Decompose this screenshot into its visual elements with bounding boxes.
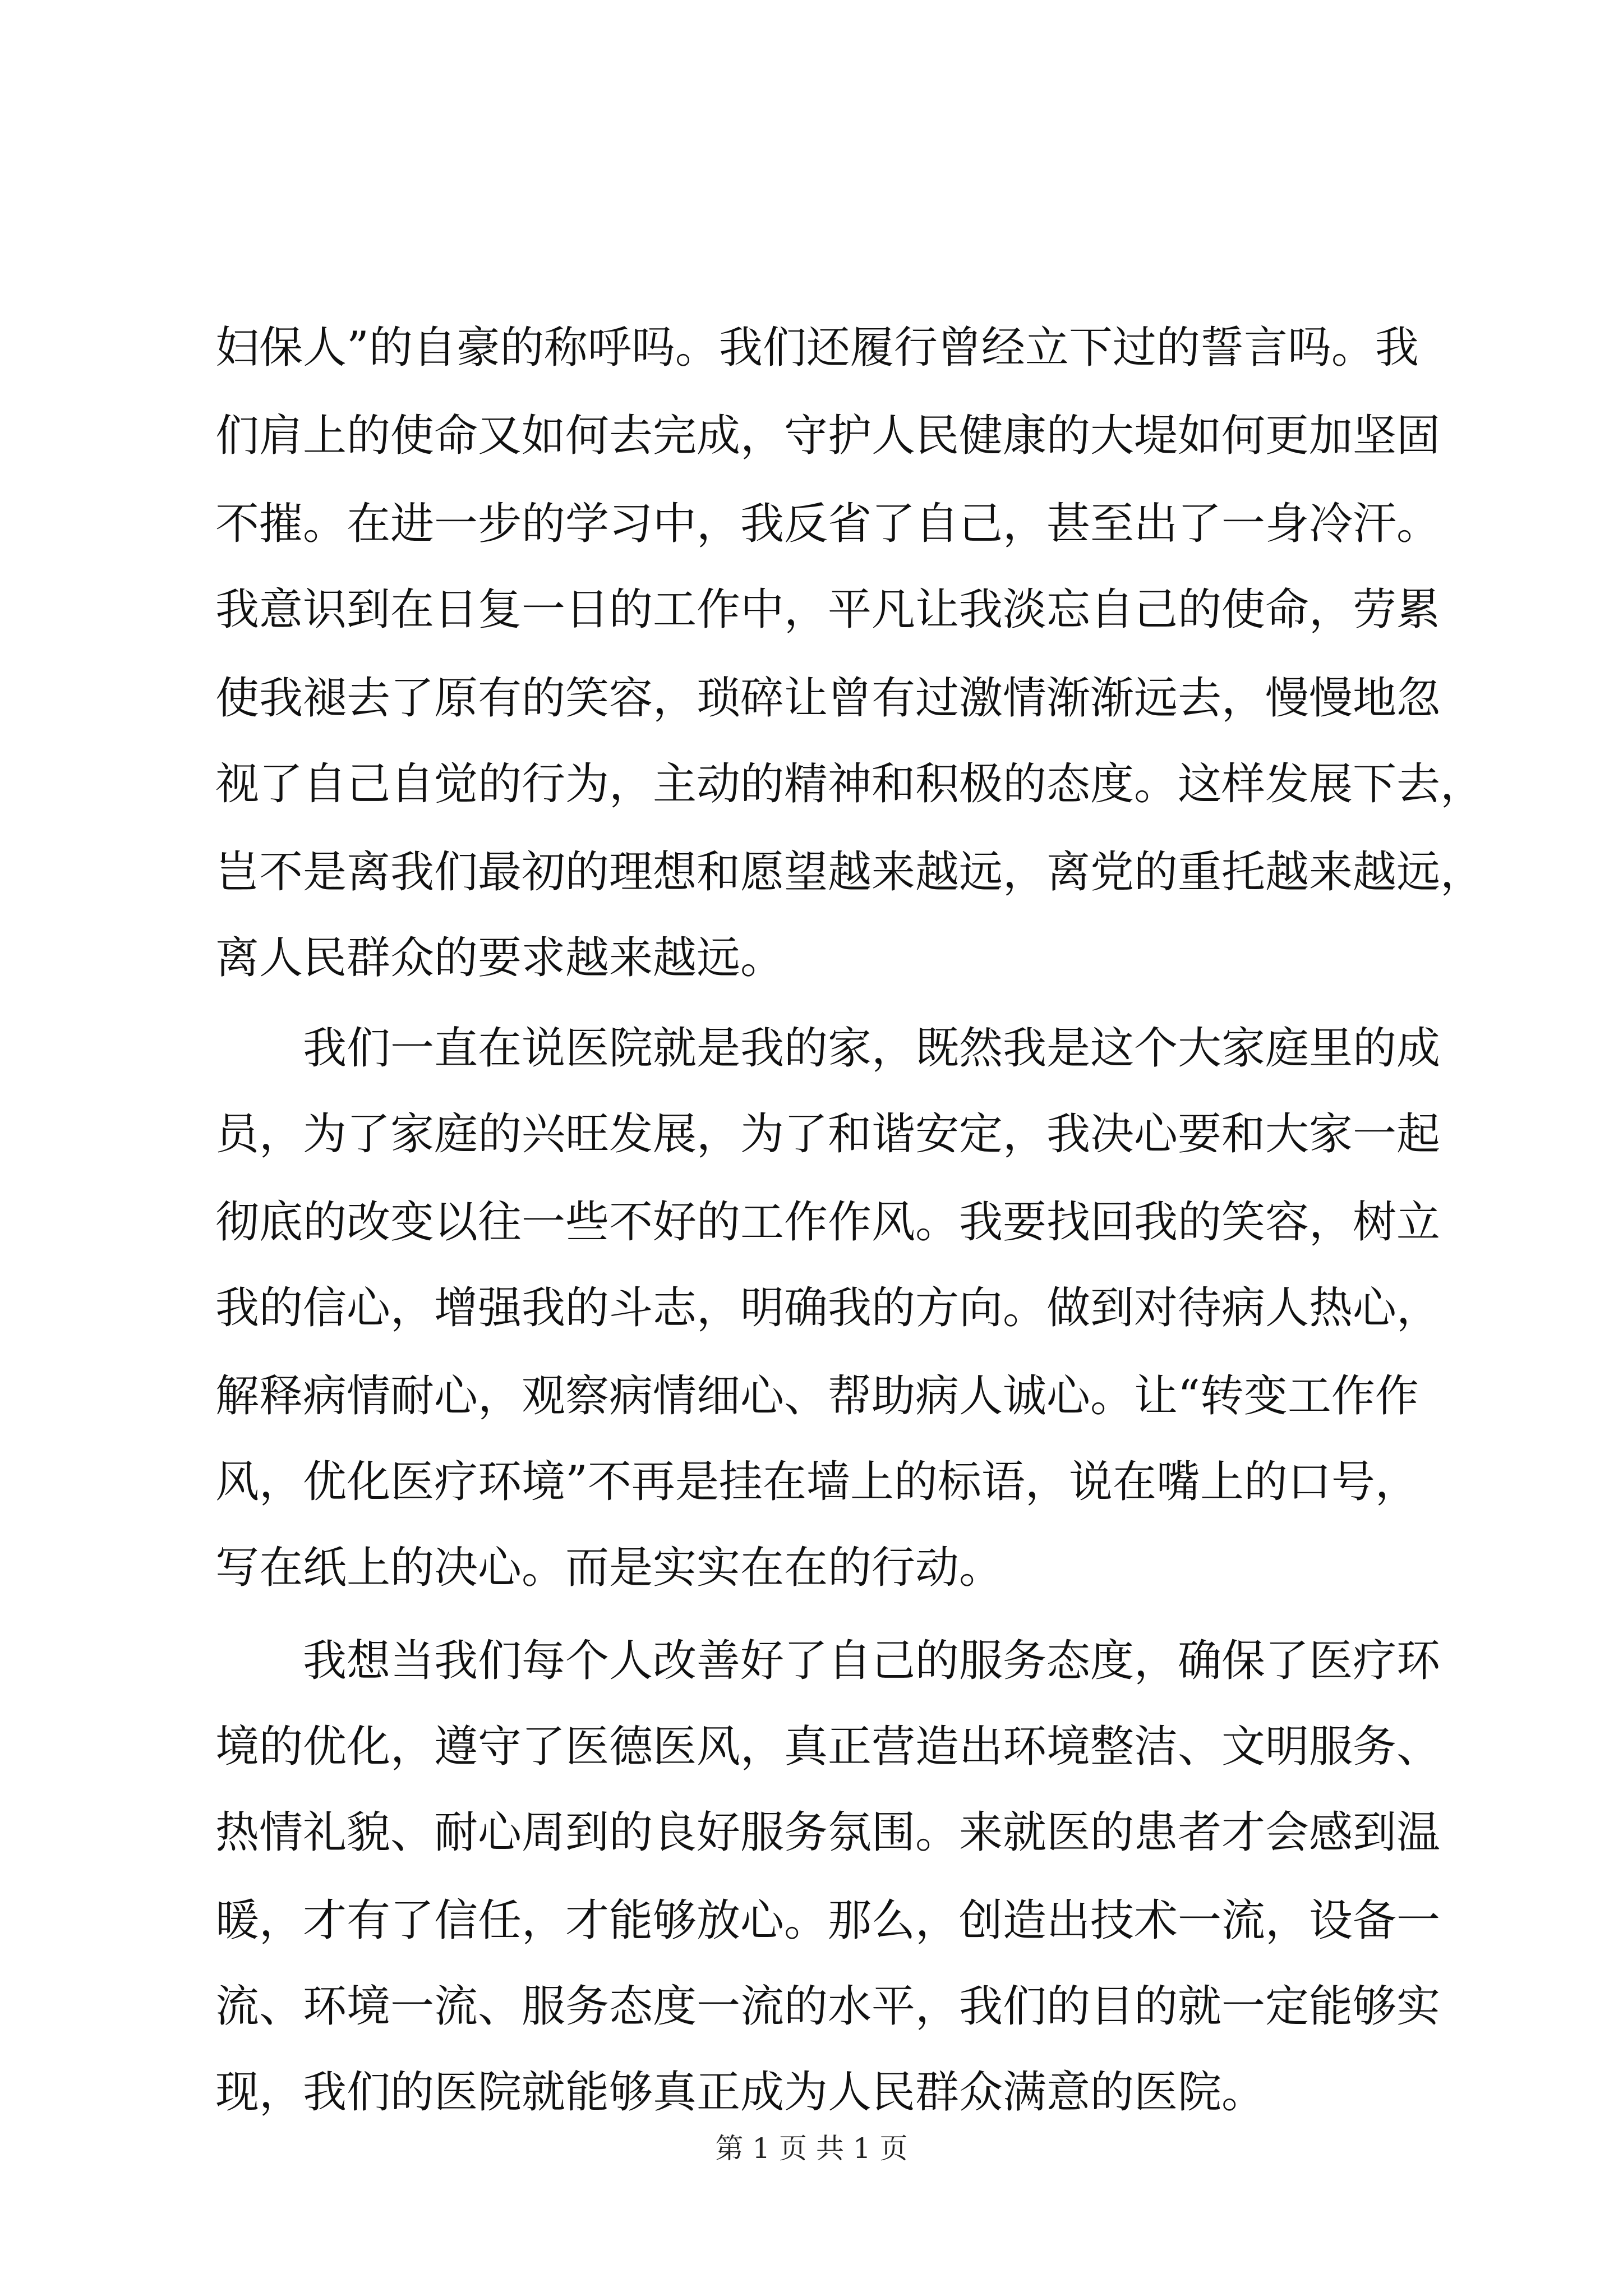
page-footer: 第 1 页 共 1 页 [715,2132,908,2165]
text-line: 使我褪去了原有的笑容，琐碎让曾有过激情渐渐远去，慢慢地忽 [215,673,1441,724]
text-line: 我意识到在日复一日的工作中，平凡让我淡忘自己的使命，劳累 [215,585,1441,635]
text-line: 解释病情耐心，观察病情细心、帮助病人诚心。让“转变工作作 [215,1371,1419,1421]
text-line: 现，我们的医院就能够真正成为人民群众满意的医院。 [215,2067,1266,2118]
text-line: 境的优化，遵守了医德医风，真正营造出环境整洁、文明服务、 [215,1722,1441,1772]
text-line: 离人民群众的要求越来越远。 [215,933,785,983]
text-line: 员，为了家庭的兴旺发展，为了和谐安定，我决心要和大家一起 [215,1109,1441,1159]
text-line: 们肩上的使命又如何去完成，守护人民健康的大堤如何更加坚固 [215,411,1441,461]
text-line: 热情礼貌、耐心周到的良好服务氛围。来就医的患者才会感到温 [215,1807,1441,1858]
text-line: 风，优化医疗环境”不再是挂在墙上的标语，说在嘴上的口号， [215,1457,1419,1507]
text-line: 暖，才有了信任，才能够放心。那么，创造出技术一流，设备一 [215,1895,1441,1946]
text-line: 我们一直在说医院就是我的家，既然我是这个大家庭里的成 [215,1023,1441,1074]
text-line: 妇保人”的自豪的称呼吗。我们还履行曾经立下过的誓言吗。我 [215,323,1419,373]
text-line: 视了自己自觉的行为，主动的精神和积极的态度。这样发展下去， [215,759,1484,809]
text-line: 写在纸上的决心。而是实实在在的行动。 [215,1543,1003,1593]
text-line: 我想当我们每个人改善好了自己的服务态度，确保了医疗环 [215,1636,1441,1686]
text-line: 流、环境一流、服务态度一流的水平，我们的目的就一定能够实 [215,1981,1441,2032]
text-line: 彻底的改变以往一些不好的工作作风。我要找回我的笑容，树立 [215,1197,1441,1248]
text-line: 不摧。在进一步的学习中，我反省了自己，甚至出了一身冷汗。 [215,499,1441,549]
text-line: 岂不是离我们最初的理想和愿望越来越远，离党的重托越来越远， [215,847,1484,898]
text-line: 我的信心，增强我的斗志，明确我的方向。做到对待病人热心， [215,1283,1441,1333]
